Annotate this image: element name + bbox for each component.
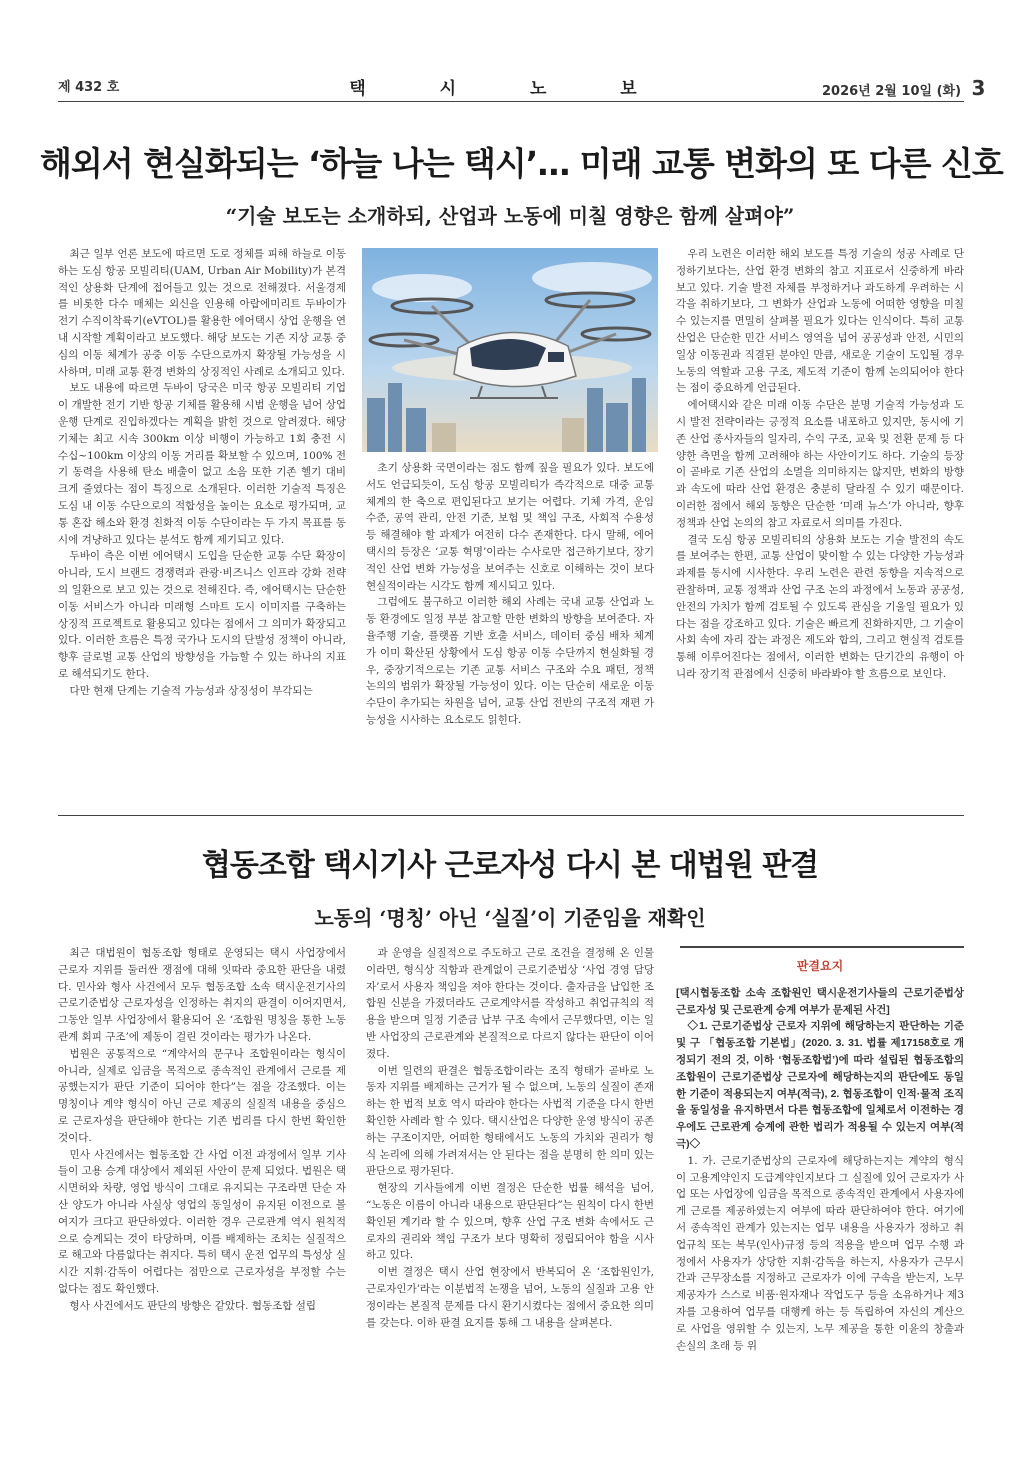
issue-number: 제 432 호 — [58, 80, 120, 95]
paragraph: 형사 사건에서도 판단의 방향은 같았다. 협동조합 설립 — [69, 1299, 317, 1312]
paragraph: 두바이 측은 이번 에어택시 도입을 단순한 교통 수단 확장이 아니라, 도시 브랜드 경쟁력과 관광·비즈니스 인프라 강화 전략의 일환으로 보고 있는 것으로 전해진다. 즉, 에어택시는 단순한 이동 서비스가 아니라 미래형 스마트 도시 이미지를 구축하는 상징적 프로젝트로 활용되고 있다는 점에서 그 의미가 확장되고 있다. 이러한 흐름은 특정 국가나 도시의 단발성 정책이 아니라, 향후 글로벌 교통 산업의 방향성을 가늠할 수 있는 하나의 지표로 해석되기도 한다. — [58, 550, 346, 680]
date-text: 2026년 2월 10일 (화) — [822, 84, 962, 99]
paragraph: 우리 노련은 이러한 해외 보도를 특정 기술의 성공 사례로 단정하기보다는, 산업 환경 변화의 참고 지표로서 신중하게 바라보고 있다. 기술 발전 자체를 부정하거나 과도하게 우려하는 시각을 취하기보다, 그 변화가 산업과 노동에 어떠한 영향을 미칠 수 있는지를 면밀히 살펴볼 필요가 있다는 인식이다. 특히 교통 산업은 단순한 민간 서비스 영역을 넘어 공공성과 안전, 시민의 일상 이동권과 직결된 분야인 만큼, 새로운 기술이 도입될 경우 노동의 역할과 고용 구조, 제도적 기준이 함께 논의되어야 한다는 점이 중요하게 언급된다. — [676, 248, 964, 395]
page-number: 3 — [971, 76, 986, 100]
paragraph: 이번 일련의 판결은 협동조합이라는 조직 형태가 곧바로 노동자 지위를 배제하는 근거가 될 수 없으며, 노동의 실질이 존재하는 한 법적 보호 역시 따라야 한다는 사법적 기준을 다시 한번 확인한 사례라 할 수 있다. 택시산업은 다양한 운영 방식이 공존하는 구조이지만, 어떠한 형태에서도 노동의 가치와 권리가 형식 논리에 의해 가려져서는 안 된다는 점을 분명히 한 의미 있는 판단으로 평가된다. — [366, 1064, 654, 1178]
section-divider — [58, 815, 964, 816]
article2-column-2 — [366, 945, 654, 1400]
air-taxi-photo — [362, 248, 658, 452]
ruling-issues: ◇1. 근로기준법상 근로자 지위에 해당하는지 판단하는 기준 및 구 「협동조합 기본법」(2020. 3. 31. 법률 제17158호로 개정되기 전의 것, 이하 ‘협동조합법’)에 따라 설립된 협동조합의 조합원이 근로기준법상 근로자에 해당하는지의 판단에도 동일한 기준이 적용되는지 여부(적극), 2. 협동조합이 인적·물적 조직을 동일성을 유지하면서 다른 협동조합에 일체로서 이전하는 경우에도 근로관계 승계에 관한 법리가 적용될 수 있는지 여부(적극)◇ — [676, 1020, 964, 1150]
paragraph: 법원은 공통적으로 “계약서의 문구나 조합원이라는 형식이 아니라, 실제로 임금을 목적으로 종속적인 관계에서 근로를 제공했는지가 판단 기준이 되어야 한다”는 점을 강조했다. 이는 명칭이나 계약 형식이 아닌 근로 제공의 실질적 내용을 중심으로 근로자성을 판단해야 한다는 기존 법리를 다시 한번 확인한 것이다. — [58, 1047, 346, 1144]
paragraph: 보도 내용에 따르면 두바이 당국은 미국 항공 모빌리티 기업이 개발한 전기 기반 항공 기체를 활용해 시범 운행을 넘어 상업 운행 단계로 진입하겠다는 계획을 밝힌 것으로 알려졌다. 해당 기체는 최고 시속 300km 이상 비행이 가능하고 1회 충전 시 수십~100km 이상의 이동 거리를 확보할 수 있으며, 100% 전기 동력을 사용해 탄소 배출이 없고 소음 또한 기존 헬기 대비 크게 줄였다는 점이 특징으로 소개된다. 이러한 기술적 특징은 도심 내 이동 수단으로의 적합성을 높이는 요소로 평가되며, 교통 혼잡 해소와 환경 친화적 이동 수단이라는 두 가지 목표를 동시에 겨냥하고 있다는 분석도 함께 제기되고 있다. — [58, 382, 346, 546]
masthead: 택 시 노 보 — [349, 79, 671, 99]
paragraph: 이번 결정은 택시 산업 현장에서 반복되어 온 ‘조합원인가, 근로자인가’라는 이분법적 논쟁을 넘어, 노동의 실질과 고용 안정이라는 본질적 문제를 다시 환기시켰다는 점에서 중요한 의미를 갖는다. 이하 판결 요지를 통해 그 내용을 살펴본다. — [366, 1266, 654, 1329]
headline-1: 해외서 현실화되는 ‘하늘 나는 택시’… 미래 교통 변화의 또 다른 신호 — [40, 144, 1003, 183]
paragraph: 결국 도심 항공 모빌리티의 상용화 보도는 기술 발전의 속도를 보여주는 한편, 교통 산업이 맞이할 수 있는 다양한 가능성과 과제를 동시에 시사한다. 우리 노련은 관련 동향을 지속적으로 관찰하며, 교통 정책과 산업 구조 논의 과정에서 노동과 공공성, 안전의 가치가 함께 검토될 수 있도록 관심을 기울일 필요가 있다는 점을 강조하고 있다. 기술은 빠르게 진화하지만, 그 기술이 사회 속에 자리 잡는 과정은 제도와 합의, 그리고 현실적 검토를 통해 이루어진다는 점에서, 이러한 변화는 단기간의 유행이 아니라 장기적 관점에서 신중히 바라봐야 할 흐름으로 보인다. — [676, 533, 964, 680]
ruling-summary-box — [676, 954, 964, 1402]
article1-column-1 — [58, 246, 346, 798]
paragraph: 민사 사건에서는 협동조합 간 사업 이전 과정에서 일부 기사들이 고용 승계 대상에서 제외된 사안이 문제 되었다. 법원은 택시면허와 차량, 영업 방식이 그대로 유지되는 구조라면 단순 자산 양도가 아니라 사실상 영업의 동일성이 유지된 이전으로 볼 여지가 크다고 판단하였다. 이러한 경우 근로관계 역시 원칙적으로 승계되는 것이 타당하며, 이를 배제하는 조치는 실질적으로 해고와 다름없다는 취지다. 특히 택시 운전 업무의 특성상 실시간 지휘·감독이 어렵다는 점만으로 근로자성을 부정할 수는 없다는 점도 확인했다. — [58, 1148, 346, 1295]
box-top-rule — [680, 946, 964, 948]
headline-2: 협동조합 택시기사 근로자성 다시 본 대법원 판결 — [201, 848, 819, 883]
paragraph: 최근 일부 언론 보도에 따르면 도로 정체를 피해 하늘로 이동하는 도심 항공 모빌리티(UAM, Urban Air Mobility)가 본격적인 상용화 단계에 접어들고 있는 것으로 전해졌다. 서울경제를 비롯한 다수 매체는 외신을 인용해 아랍에미리트 두바이가 전기 수직이착륙기(eVTOL)를 활용한 에어택시 상업 운행을 연내 시작할 계획이라고 보도했다. 해당 보도는 기존 지상 교통 중심의 이동 체계가 공중 이동 수단으로까지 확장될 가능성을 시사하며, 미래 교통 환경 변화의 상징적인 사례로 소개되고 있다. — [58, 248, 346, 378]
paragraph: 에어택시와 같은 미래 이동 수단은 분명 기술적 가능성과 도시 발전 전략이라는 긍정적 요소를 내포하고 있지만, 동시에 기존 산업 종사자들의 일자리, 수익 구조, 교육 및 전환 문제 등 다양한 측면을 함께 고려해야 하는 사안이기도 하다. 기술의 등장이 곧바로 기존 산업의 소멸을 의미하지는 않지만, 변화의 방향과 속도에 따라 산업 환경은 충분히 달라질 수 있기 때문이다. 이러한 점에서 해외 동향은 단순한 ‘미래 뉴스’가 아니라, 향후 정책과 산업 논의의 참고 자료로서 의미를 가진다. — [676, 399, 964, 529]
paragraph: 최근 대법원이 협동조합 형태로 운영되는 택시 사업장에서 근로자 지위를 둘러싼 쟁점에 대해 잇따라 중요한 판단을 내렸다. 민사와 형사 사건에서 모두 협동조합 소속 택시운전기사의 근로기준법상 근로자성을 인정하는 취지의 판결이 이어지면서, 그동안 일부 사업장에서 활용되어 온 ‘조합원 명칭을 통한 노동관계 회피 구조’에 제동이 걸린 것이라는 평가가 나온다. — [58, 947, 346, 1043]
paragraph: 초기 상용화 국면이라는 점도 함께 짚을 필요가 있다. 보도에서도 언급되듯이, 도심 항공 모빌리티가 즉각적으로 대중 교통 체계의 한 축으로 편입된다고 보기는 어렵다. 기체 가격, 운임 수준, 공역 관리, 안전 기준, 보험 및 책임 구조, 사회적 수용성 등 해결해야 할 과제가 여전히 다수 존재한다. 다시 말해, 에어택시의 등장은 ‘교통 혁명’이라는 수사로만 접근하기보다, 장기적인 산업 변화 가능성을 보여주는 신호로 이해하는 것이 보다 현실적이라는 시각도 함께 제시되고 있다. — [366, 462, 654, 592]
subhead-1: “기술 보도는 소개하되, 산업과 노동에 미칠 영향은 함께 살펴야” — [225, 204, 795, 228]
ruling-case-lead: [택시협동조합 소속 조합원인 택시운전기사들의 근로기준법상 근로자성 및 근로관계 승계 여부가 문제된 사건] — [676, 986, 964, 1016]
ruling-summary-title: 판결요지 — [796, 959, 844, 973]
ruling-body: 1. 가. 근로기준법상의 근로자에 해당하는지는 계약의 형식이 고용계약인지 도급계약인지보다 그 실질에 있어 근로자가 사업 또는 사업장에 임금을 목적으로 종속적인 관계에서 사용자에게 근로를 제공하였는지 여부에 따라 판단하여야 한다. 여기에서 종속적인 관계가 있는지는 업무 내용을 사용자가 정하고 취업규칙 또는 복무(인사)규정 등의 적용을 받으며 업무 수행 과정에서 사용자가 상당한 지휘·감독을 하는지, 사용자가 근무시간과 근무장소를 지정하고 근로자가 이에 구속을 받는지, 노무제공자가 스스로 비품·원자재나 작업도구 등을 소유하거나 제3자를 고용하여 업무를 대행케 하는 등 독립하여 자신의 계산으로 사업을 영위할 수 있는지, 노무 제공을 통한 이윤의 창출과 손실의 초래 등 위 — [676, 1154, 964, 1352]
page-date — [822, 76, 985, 100]
air-taxi-illustration — [362, 248, 658, 452]
article1-column-3 — [676, 246, 964, 798]
paragraph: 그럼에도 불구하고 이러한 해외 사례는 국내 교통 산업과 노동 환경에도 일정 부분 참고할 만한 변화의 방향을 보여준다. 자율주행 기술, 플랫폼 기반 호출 서비스, 데이터 중심 배차 체계가 이미 확산된 상황에서 도심 항공 이동 수단까지 현실화될 경우, 중장기적으로는 기존 교통 서비스 구조와 수요 패턴, 정책 논의의 범위가 확장될 가능성이 있다. 이는 단순히 새로운 이동 수단이 추가되는 차원을 넘어, 교통 산업 전반의 구조적 재편 가능성을 시사하는 요소로도 읽힌다. — [366, 596, 654, 726]
article2-column-1 — [58, 945, 346, 1400]
article1-column-2 — [366, 460, 654, 798]
paragraph: 과 운영을 실질적으로 주도하고 근로 조건을 결정해 온 인물이라면, 형식상 직함과 관계없이 근로기준법상 ‘사업 경영 담당자’로서 사용자 책임을 져야 한다는 것이다. 출자금을 납입한 조합원 신분을 가졌더라도 근로계약서를 작성하고 취업규칙의 적용을 받으며 일정 기준금 납부 구조 속에서 근무했다면, 이는 일반 사업장의 근로관계와 본질적으로 다르지 않다는 판단이 이어졌다. — [366, 947, 654, 1060]
paragraph: 다만 현재 단계는 기술적 가능성과 상징성이 부각되는 — [69, 684, 313, 697]
paragraph: 현장의 기사들에게 이번 결정은 단순한 법률 해석을 넘어, “노동은 이름이 아니라 내용으로 판단된다”는 원칙이 다시 한번 확인된 계기라 할 수 있으며, 향후 산업 구조 변화 속에서도 근로자의 권리와 책임 구조가 보다 명확히 정립되어야 함을 시사하고 있다. — [366, 1182, 654, 1262]
subhead-2: 노동의 ‘명칭’ 아닌 ‘실질’이 기준임을 재확인 — [314, 906, 706, 930]
header-rule — [58, 101, 964, 102]
